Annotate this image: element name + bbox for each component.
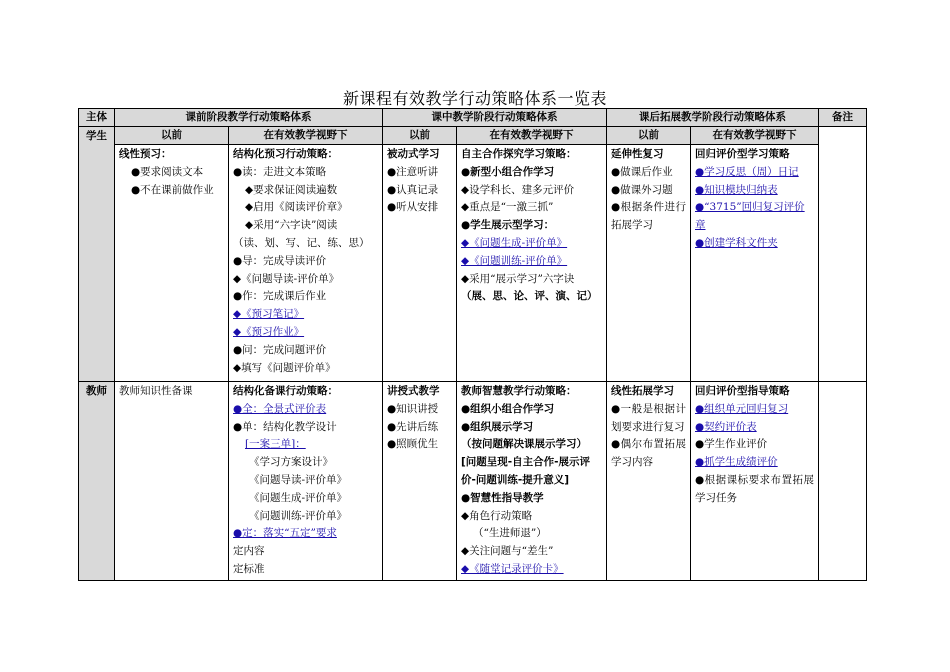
knowledge-module-link[interactable]: ●知识模块归纳表 [695,183,778,196]
list-item: ◆设学科长、建多元评价 [461,183,575,196]
student-pre-before [115,145,229,382]
list-item: 《问题生成-评价单》 [249,491,348,504]
teacher-post-now [691,382,819,581]
student-in-before [383,145,457,382]
list-item: ●学生作业评价 [695,438,768,451]
list-item: ●单：结构化教学设计 [233,420,337,433]
note-teacher [819,382,867,581]
student-row [79,145,867,382]
subject-folder-link[interactable]: ●创建学科文件夹 [695,236,778,249]
list-item: ●要求阅读文本 [131,165,204,178]
list-item: ◆角色行动策略 [461,509,533,522]
list-item: 定标准 [233,562,265,575]
list-item: ●偶尔布置拓展学习内容 [611,438,686,469]
list-item: ●听从安排 [387,201,439,214]
cell-heading: 被动式学习 [387,148,440,160]
panorama-table-link[interactable]: ●全：全景式评价表 [233,402,327,415]
header-post-class: 课后拓展教学阶段行动策略体系 [607,109,819,127]
sub-in-now: 在有效教学视野下 [457,127,607,145]
list-item: ●注意听讲 [387,165,439,178]
sub-pre-now: 在有效教学视野下 [229,127,383,145]
unit-review-link[interactable]: ●组织单元回归复习 [695,402,789,415]
preview-notes-link[interactable]: ◆《预习笔记》 [233,308,305,321]
role-teacher: 教师 [79,382,115,581]
study-reflection-link[interactable]: ●学习反思（周）日记 [695,165,799,178]
list-item: ●先讲后练 [387,420,439,433]
list-item: ●不在课前做作业 [131,183,214,196]
list-item: 教师知识性备课 [119,385,193,397]
list-item: ◆采用“展示学习”六字诀 [461,272,575,285]
teacher-row [79,382,867,581]
list-item: ●认真记录 [387,183,439,196]
student-post-before [607,145,691,382]
cell-heading: 线性拓展学习 [611,385,674,397]
five-fixed-link[interactable]: ●定：落实“五定”要求 [233,527,337,540]
role-student: 学生 [79,127,115,382]
list-item: 《问题训练-评价单》 [249,509,348,522]
cell-heading: 延伸性复习 [611,148,664,160]
cell-heading: 回归评价型指导策略 [695,385,790,397]
list-item: 定内容 [233,545,265,558]
list-item: ●问：完成问题评价 [233,343,327,356]
list-item: （“生进师退”） [473,527,547,540]
note-student [819,127,867,382]
list-item: ●照顾优生 [387,438,439,451]
contract-evaluation-link[interactable]: ●契约评价表 [695,420,757,433]
question-training-link[interactable]: ◆《问题训练-评价单》 [461,254,568,267]
teacher-post-before [607,382,691,581]
teacher-in-before [383,382,457,581]
list-item: ◆要求保证阅读遍数 [245,183,338,196]
list-item: ●组织展示学习 [461,420,534,433]
header-pre-class: 课前阶段教学行动策略体系 [115,109,383,127]
cell-heading: 线性预习： [119,148,172,160]
subheader-row [79,127,867,145]
header-in-class: 课中教学阶段行动策略体系 [383,109,607,127]
review-evaluation-link[interactable]: ●“3715”回归复习评价章 [695,201,805,232]
list-item: （展、思、论、评、演、记） [461,290,598,303]
cell-heading: 结构化预习行动策略： [233,148,338,160]
question-generation-link[interactable]: ◆《问题生成-评价单》 [461,236,568,249]
student-in-now [457,145,607,382]
list-item: ◆填写《问题评价单》 [233,361,336,374]
grade-evaluation-link[interactable]: ●抓学生成绩评价 [695,456,778,469]
list-item: ●导：完成导读评价 [233,254,327,267]
cell-heading: 自主合作探究学习策略： [461,148,577,160]
list-item: ●学生展示型学习： [461,219,555,232]
list-item: 《学习方案设计》 [249,456,333,469]
list-item: ●做课后作业 [611,165,673,178]
header-row [79,109,867,127]
list-item: ◆采用“六字诀”阅读 [245,219,338,232]
preview-homework-link[interactable]: ◆《预习作业》 [233,325,305,338]
page-title: 新课程有效教学行动策略体系一览表 [342,89,607,108]
list-item: ●新型小组合作学习 [461,165,555,178]
one-plan-three-sheets-link[interactable]: [一案三单]： [245,438,306,451]
cell-heading: 教师智慧教学行动策略： [461,385,577,397]
list-item: ●根据课标要求布置拓展学习任务 [695,473,814,504]
student-pre-now [229,145,383,382]
cell-heading: 讲授式教学 [387,385,440,397]
list-item: （按问题解决课展示学习） [461,438,587,451]
list-item: ◆重点是“一激三抓” [461,201,554,214]
class-record-card-link[interactable]: ◆《随堂记录评价卡》 [461,562,564,575]
cell-heading: 结构化备课行动策略： [233,385,338,397]
list-item: ●一般是根据计划要求进行复习 [611,402,686,433]
list-item: ◆关注问题与“差生” [461,545,554,558]
list-item: ●读：走进文本策略 [233,165,327,178]
list-item: （读、划、写、记、练、思） [233,236,370,249]
strategy-table [78,108,867,581]
list-item: ◆《问题导读-评价单》 [233,272,340,285]
cell-heading: 回归评价型学习策略 [695,148,790,160]
list-item: ●根据条件进行拓展学习 [611,201,686,232]
sub-in-before: 以前 [383,127,457,145]
teacher-pre-now [229,382,383,581]
sub-post-before: 以前 [607,127,691,145]
header-role: 主体 [79,109,115,127]
sub-pre-before: 以前 [115,127,229,145]
list-item: ●组织小组合作学习 [461,402,555,415]
list-item: ●做课外习题 [611,183,673,196]
list-item: ◆启用《阅读评价章》 [245,201,348,214]
student-post-now [691,145,819,382]
sub-post-now: 在有效教学视野下 [691,127,819,145]
list-item: 《问题导读-评价单》 [249,473,348,486]
list-item: ●智慧性指导教学 [461,491,544,504]
teacher-in-now [457,382,607,581]
header-note: 备注 [819,109,867,127]
list-item: ●作：完成课后作业 [233,290,327,303]
list-item: ●知识讲授 [387,402,439,415]
teacher-pre-before [115,382,229,581]
list-item: [问题呈现-自主合作-展示评价-问题训练-提升意义] [461,456,591,486]
